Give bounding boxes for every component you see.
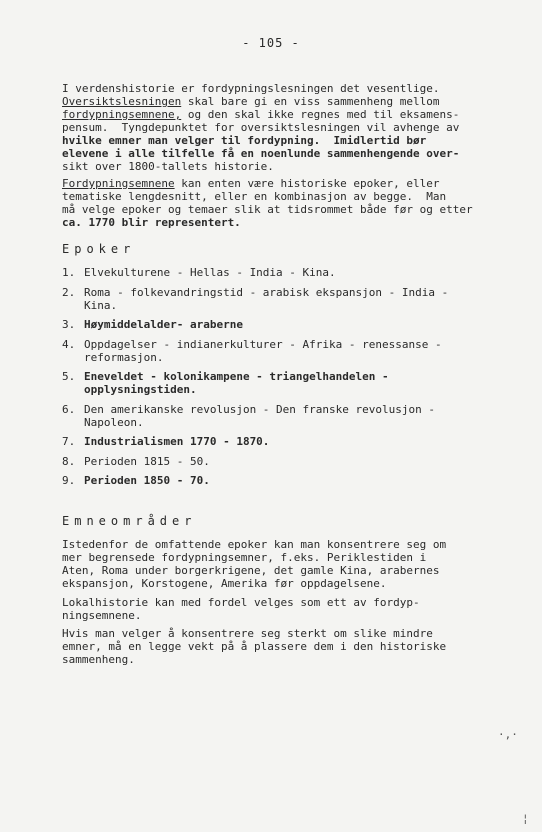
para2-line-3: må velge epoker og temaer slik at tidsrommet både før og etter bbox=[62, 203, 473, 216]
list-item: 8. Perioden 1815 - 50. bbox=[62, 454, 210, 468]
para2-line-2: tematiske lengdesnitt, eller en kombinasjon av begge. Man bbox=[62, 190, 447, 203]
para2-line-4: ca. 1770 blir representert. bbox=[62, 216, 241, 229]
list-item: 1. Elvekulturene - Hellas - India - Kina. bbox=[62, 266, 336, 279]
list-item: 9. Perioden 1850 - 70. bbox=[62, 474, 210, 487]
list-item: 2. Roma - folkevandringstid - arabisk ekspansjon - India - Kina. bbox=[62, 285, 449, 312]
emneomrader-paragraph-1: Istedenfor de omfattende epoker kan man konsentrere seg om mer begrensede fordypningsemner, f.eks. Periklestiden i Aten, Roma under borgerkrigene, det gamle Kina, arabernes ekspansjon, Korstogene, Amerika før oppdagelsene. bbox=[62, 538, 447, 590]
list-item: 3. Høymiddelalder- araberne bbox=[62, 318, 243, 331]
intro-line-6: elevene i alle tilfelle få en noenlunde sammenhengende over- bbox=[62, 147, 460, 160]
intro-line-4: pensum. Tyngdepunktet for oversiktslesningen vil avhenge av bbox=[62, 121, 460, 134]
emneomrader-paragraph-3: Hvis man velger å konsentrere seg sterkt om slike mindre emner, må en legge vekt på å plassere dem i den historiske sammenheng. bbox=[62, 627, 447, 666]
intro-line-7: sikt over 1800-tallets historie. bbox=[62, 160, 274, 173]
term-fordypningsemnene: fordypningsemnene, bbox=[62, 108, 182, 121]
scan-mark: ·,· bbox=[498, 728, 518, 741]
intro-line-1: I verdenshistorie er fordypningslesningen det vesentlige. bbox=[62, 82, 440, 95]
term-fordypningsemnene-2: Fordypningsemnene bbox=[62, 177, 175, 190]
fordypning-paragraph bbox=[62, 177, 502, 229]
emneomrader-heading: Emneområder bbox=[62, 514, 197, 528]
epoker-heading: Epoker bbox=[62, 242, 136, 256]
list-item: 4. Oppdagelser - indianerkulturer - Afrika - renessanse - reformasjon. bbox=[62, 337, 442, 364]
intro-line-5: hvilke emner man velger til fordypning. Imidlertid bør bbox=[62, 134, 427, 147]
intro-paragraph bbox=[62, 82, 502, 173]
list-item: 5. Eneveldet - kolonikampene - triangelhandelen - opplysningstiden. bbox=[62, 370, 389, 396]
epoker-list bbox=[62, 266, 502, 494]
term-oversiktslesningen: Oversiktslesningen bbox=[62, 95, 182, 108]
intro-line-3: og den skal ikke regnes med til eksamens- bbox=[181, 108, 460, 121]
intro-line-2: skal bare gi en viss sammenheng mellom bbox=[181, 95, 440, 108]
list-item: 6. Den amerikanske revolusjon - Den franske revolusjon - Napoleon. bbox=[62, 402, 435, 429]
scan-mark: ¦ bbox=[522, 812, 529, 825]
list-item: 7. Industrialismen 1770 - 1870. bbox=[62, 435, 270, 448]
emneomrader-paragraph-2: Lokalhistorie kan med fordel velges som ett av fordyp- ningsemnene. bbox=[62, 596, 420, 622]
page-number: - 105 - bbox=[242, 36, 300, 50]
para2-line-1: kan enten være historiske epoker, eller bbox=[174, 177, 440, 190]
